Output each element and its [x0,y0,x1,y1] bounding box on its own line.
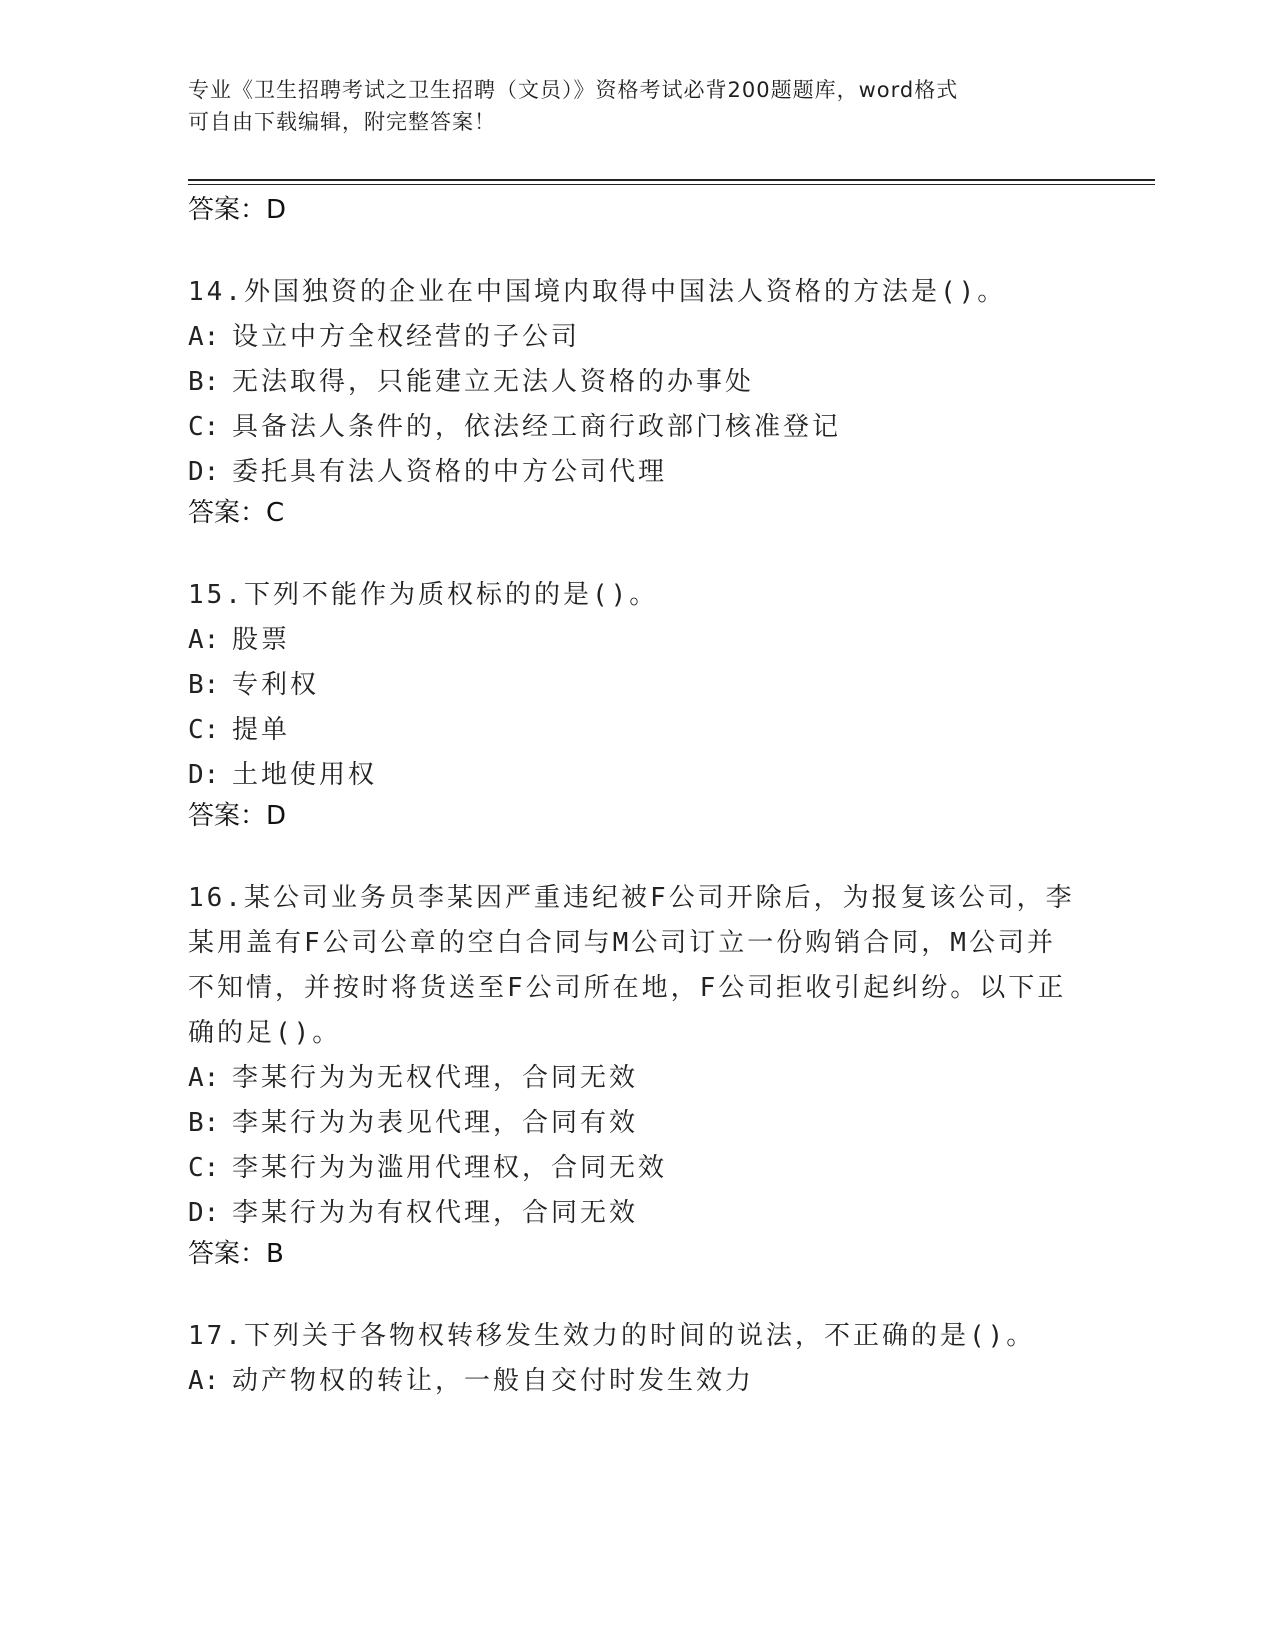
answer-label: 答案：D [188,801,287,831]
option-key: B: [188,367,220,397]
answer-option [188,1146,1088,1191]
option-key: B: [188,1108,220,1138]
page-header [188,74,1088,138]
answer-option [188,618,1088,663]
option-key: C: [188,715,220,745]
option-text: 李某行为为无权代理，合同无效 [232,1063,639,1093]
option-key: B: [188,670,220,700]
header-title-line-1: 专业《卫生招聘考试之卫生招聘（文员）》资格考试必背200题题库，word格式 [188,78,959,102]
question-text: 17.下列关于各物权转移发生效力的时间的说法，不正确的是()。 [188,1321,1036,1351]
answer-option [188,1056,1088,1101]
answer-option [188,663,1088,708]
answer-option [188,450,1088,495]
question-text: 某用盖有F公司公章的空白合同与M公司订立一份购销合同，M公司并 [188,928,1056,958]
option-key: D: [188,760,220,790]
answer-option [188,753,1088,798]
question-block [188,876,1088,1314]
answer-option [188,315,1088,360]
option-key: D: [188,457,220,487]
option-text: 李某行为为滥用代理权，合同无效 [232,1153,668,1183]
question-text: 不知情，并按时将货送至F公司所在地，F公司拒收引起纠纷。以下正 [188,973,1067,1003]
option-text: 具备法人条件的，依法经工商行政部门核准登记 [232,412,842,442]
option-text: 无法取得，只能建立无法人资格的办事处 [232,367,755,397]
answer-label: 答案：D [188,195,287,225]
question-list [188,270,1088,1404]
option-text: 动产物权的转让，一般自交付时发生效力 [232,1366,755,1396]
answer-label: 答案：C [188,498,285,528]
option-text: 股票 [232,625,291,655]
question-block [188,1314,1088,1404]
question-text: 16.某公司业务员李某因严重违纪被F公司开除后，为报复该公司，李 [188,883,1075,913]
question-text: 确的足()。 [188,1018,342,1048]
header-divider-thin [188,184,1155,185]
question-block [188,270,1088,573]
option-text: 委托具有法人资格的中方公司代理 [232,457,668,487]
option-text: 土地使用权 [232,760,378,790]
option-key: C: [188,1153,220,1183]
header-divider-thick [188,179,1155,181]
question-spacer [188,531,1088,573]
answer-option [188,1191,1088,1236]
answer-option [188,405,1088,450]
answer-option [188,1101,1088,1146]
answer-option [188,708,1088,753]
option-text: 专利权 [232,670,320,700]
option-key: C: [188,412,220,442]
question-block [188,573,1088,876]
option-text: 提单 [232,715,291,745]
header-title-line-2: 可自由下载编辑，附完整答案！ [188,110,496,134]
option-text: 设立中方全权经营的子公司 [232,322,581,352]
question-spacer [188,1272,1088,1314]
option-key: A: [188,1366,220,1396]
question-spacer [188,834,1088,876]
option-key: D: [188,1198,220,1228]
question-text: 15.下列不能作为质权标的的是()。 [188,580,659,610]
option-key: A: [188,1063,220,1093]
document-body [188,192,1088,1404]
answer-label: 答案：B [188,1239,284,1269]
question-text: 14.外国独资的企业在中国境内取得中国法人资格的方法是()。 [188,277,1007,307]
answer-option [188,360,1088,405]
option-key: A: [188,625,220,655]
option-key: A: [188,322,220,352]
option-text: 李某行为为表见代理，合同有效 [232,1108,639,1138]
option-text: 李某行为为有权代理，合同无效 [232,1198,639,1228]
answer-option [188,1359,1088,1404]
